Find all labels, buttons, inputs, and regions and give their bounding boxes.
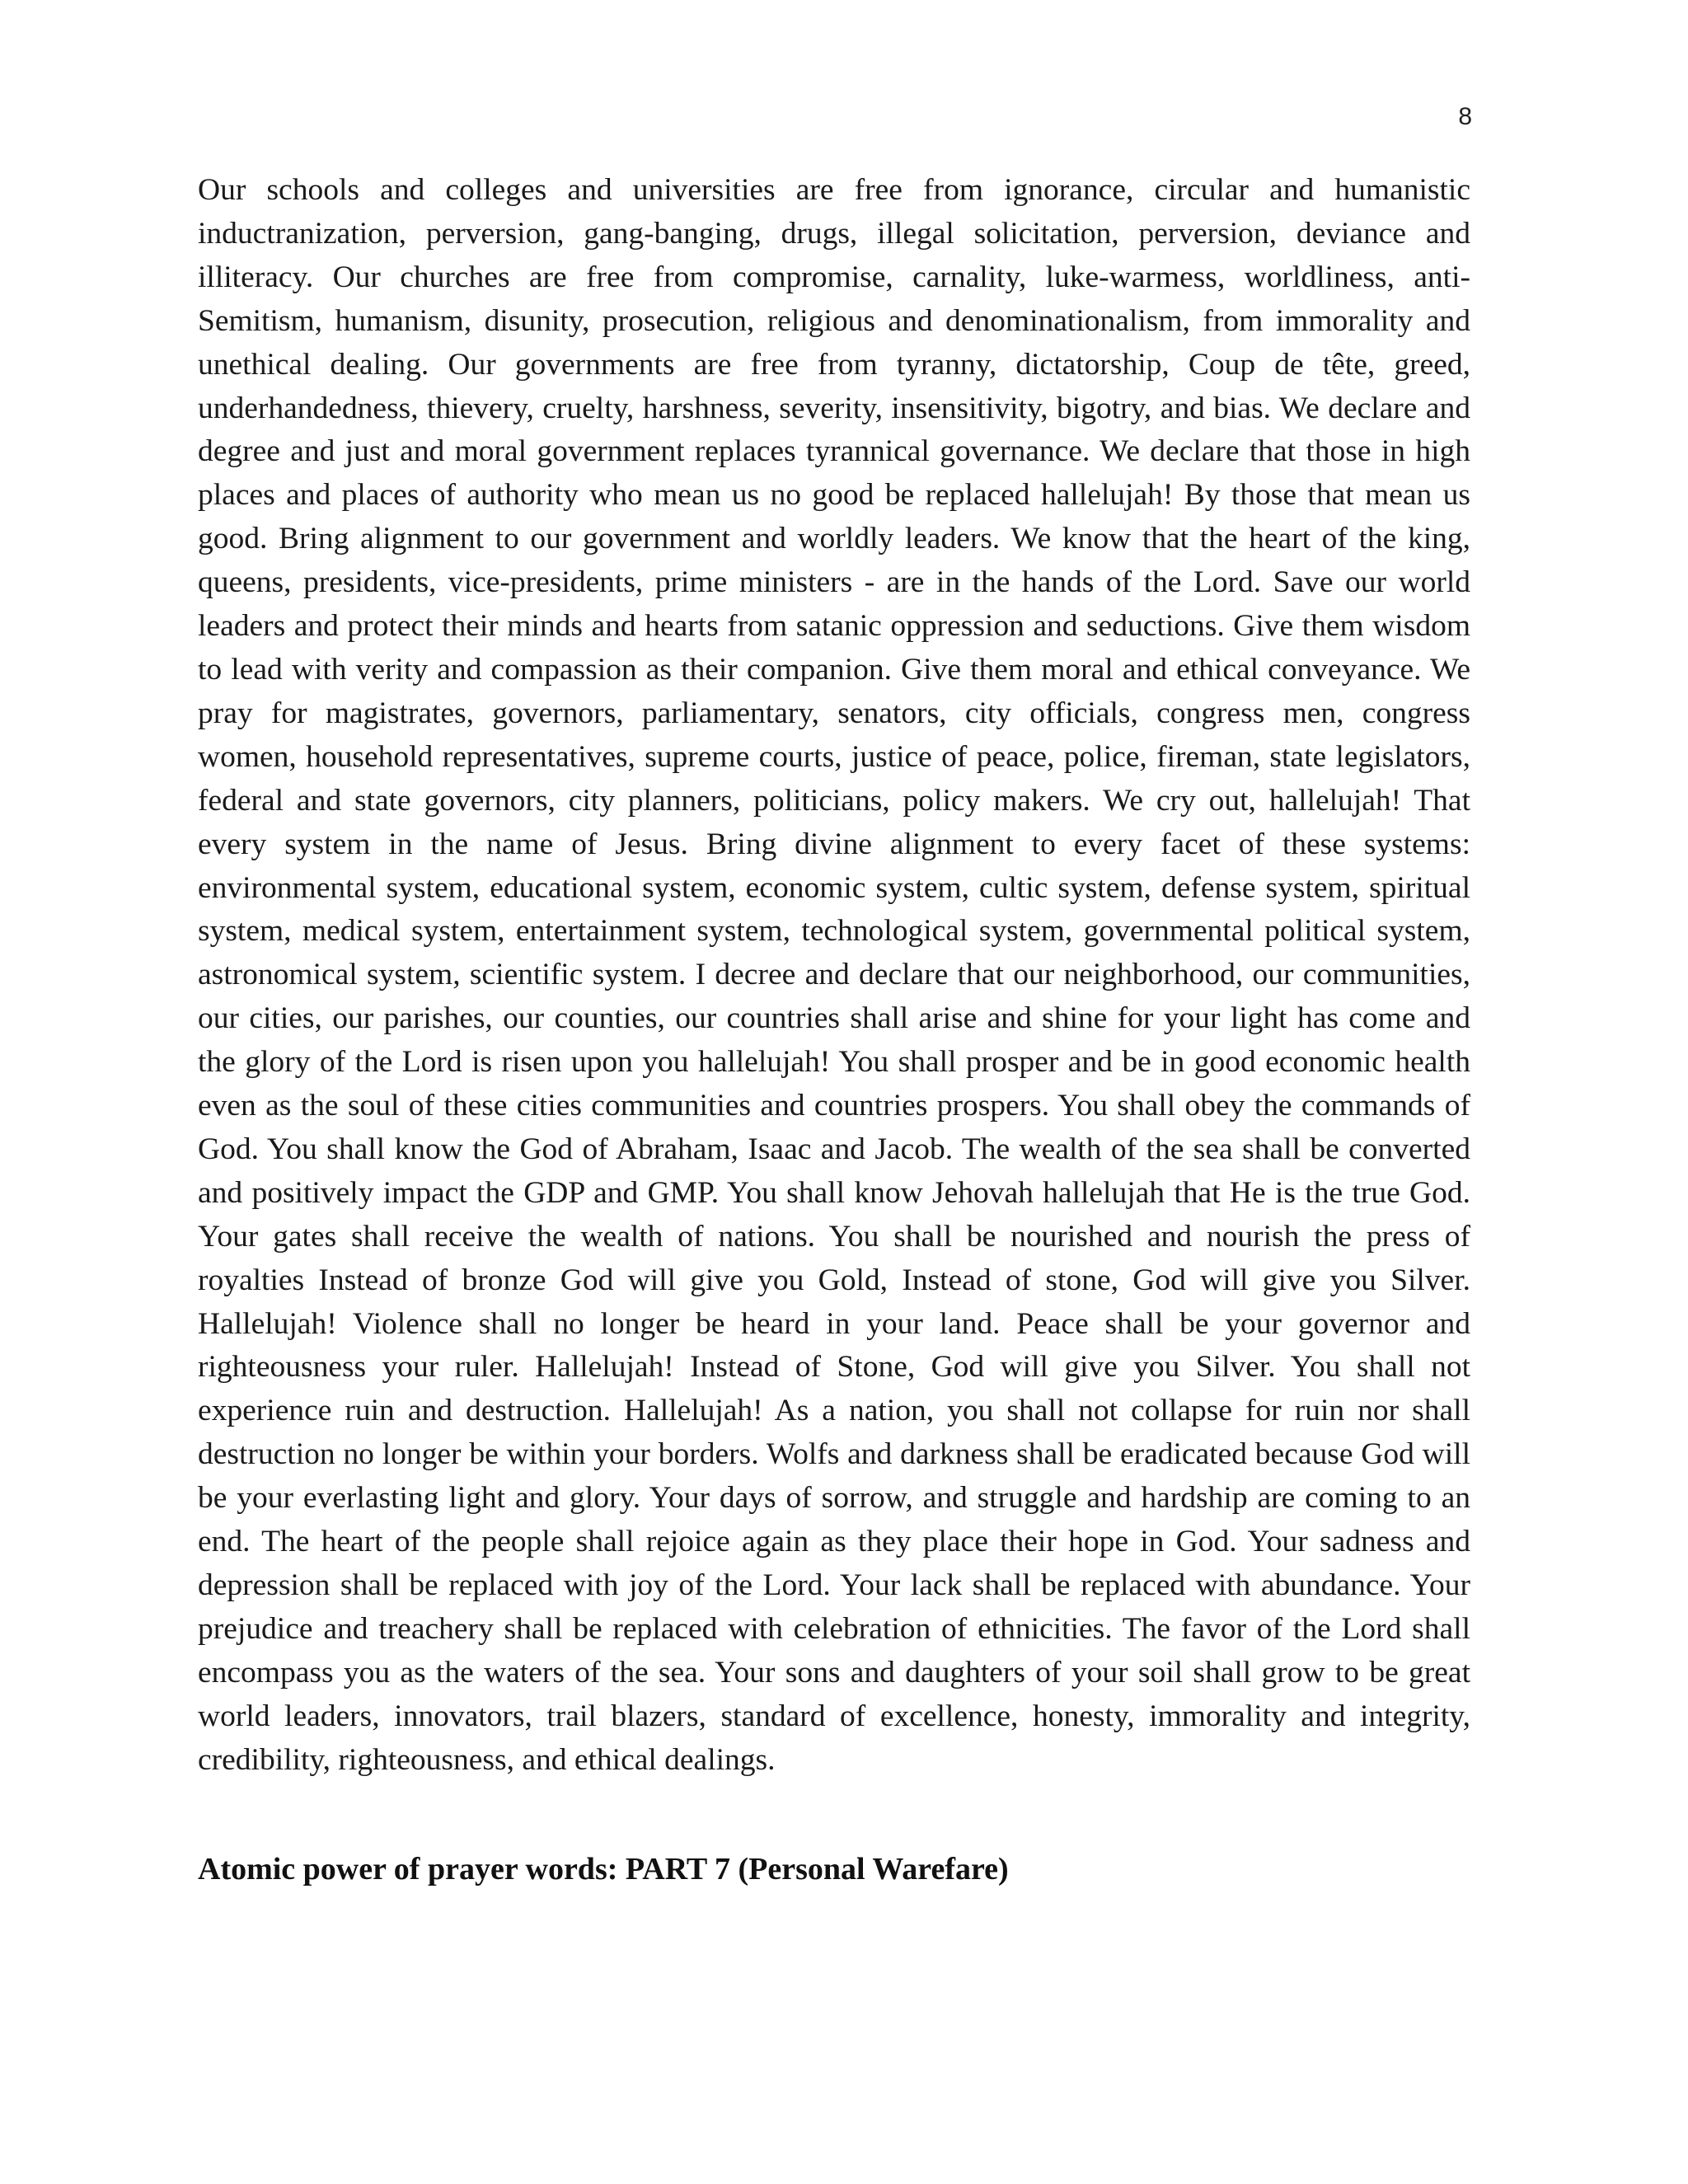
section-heading: Atomic power of prayer words: PART 7 (Personal Warefare): [198, 1852, 1009, 1886]
body-paragraph: Our schools and colleges and universities are free from ignorance, circular and humanistic inductranization, perversion, gang-banging, drugs, illegal solicitation, perversion, deviance and illiteracy. Our churches are free from compromise, carnality, luke-warmess, worldliness, anti-Semitism, humanism, disunity, prosecution, religious and denominationalism, from immorality and unethical dealing. Our governments are free from tyranny, dictatorship, Coup de tête, greed, underhandedness, thievery, cruelty, harshness, severity, insensitivity, bigotry, and bias. We declare and degree and just and moral government replaces tyrannical governance. We declare that those in high places and places of authority who mean us no good be replaced hallelujah! By those that mean us good. Bring alignment to our government and worldly leaders. We know that the heart of the king, queens, presidents, vice-presidents, prime ministers - are in the hands of the Lord. Save our world leaders and protect their minds and hearts from satanic oppression and seductions. Give them wisdom to lead with verity and compassion as their companion. Give them moral and ethical conveyance. We pray for magistrates, governors, parliamentary, senators, city officials, congress men, congress women, household representatives, supreme courts, justice of peace, police, fireman, state legislators, federal and state governors, city planners, politicians, policy makers. We cry out, hallelujah! That every system in the name of Jesus. Bring divine alignment to every facet of these systems: environmental system, educational system, economic system, cultic system, defense system, spiritual system, medical system, entertainment system, technological system, governmental political system, astronomical system, scientific system. I decree and declare that our neighborhood, our communities, our cities, our parishes, our counties, our countries shall arise and shine for your light has come and the glory of the Lord is risen upon you hallelujah! You shall prosper and be in good economic health even as the soul of these cities communities and countries prospers. You shall obey the commands of God. You shall know the God of Abraham, Isaac and Jacob. The wealth of the sea shall be converted and positively impact the GDP and GMP. You shall know Jehovah hallelujah that He is the true God. Your gates shall receive the wealth of nations. You shall be nourished and nourish the press of royalties Instead of bronze God will give you Gold, Instead of stone, God will give you Silver. Hallelujah! Violence shall no longer be heard in your land. Peace shall be your governor and righteousness your ruler. Hallelujah! Instead of Stone, God will give you Silver. You shall not experience ruin and destruction. Hallelujah! As a nation, you shall not collapse for ruin nor shall destruction no longer be within your borders. Wolfs and darkness shall be eradicated because God will be your everlasting light and glory. Your days of sorrow, and struggle and hardship are coming to an end. The heart of the people shall rejoice again as they place their hope in God. Your sadness and depression shall be replaced with joy of the Lord. Your lack shall be replaced with abundance. Your prejudice and treachery shall be replaced with celebration of ethnicities. The favor of the Lord shall encompass you as the waters of the sea. Your sons and daughters of your soil shall grow to be great world leaders, innovators, trail blazers, standard of excellence, honesty, immorality and integrity, credibility, righteousness, and ethical dealings.: [198, 173, 1470, 1777]
page-number: 8: [1458, 103, 1472, 130]
